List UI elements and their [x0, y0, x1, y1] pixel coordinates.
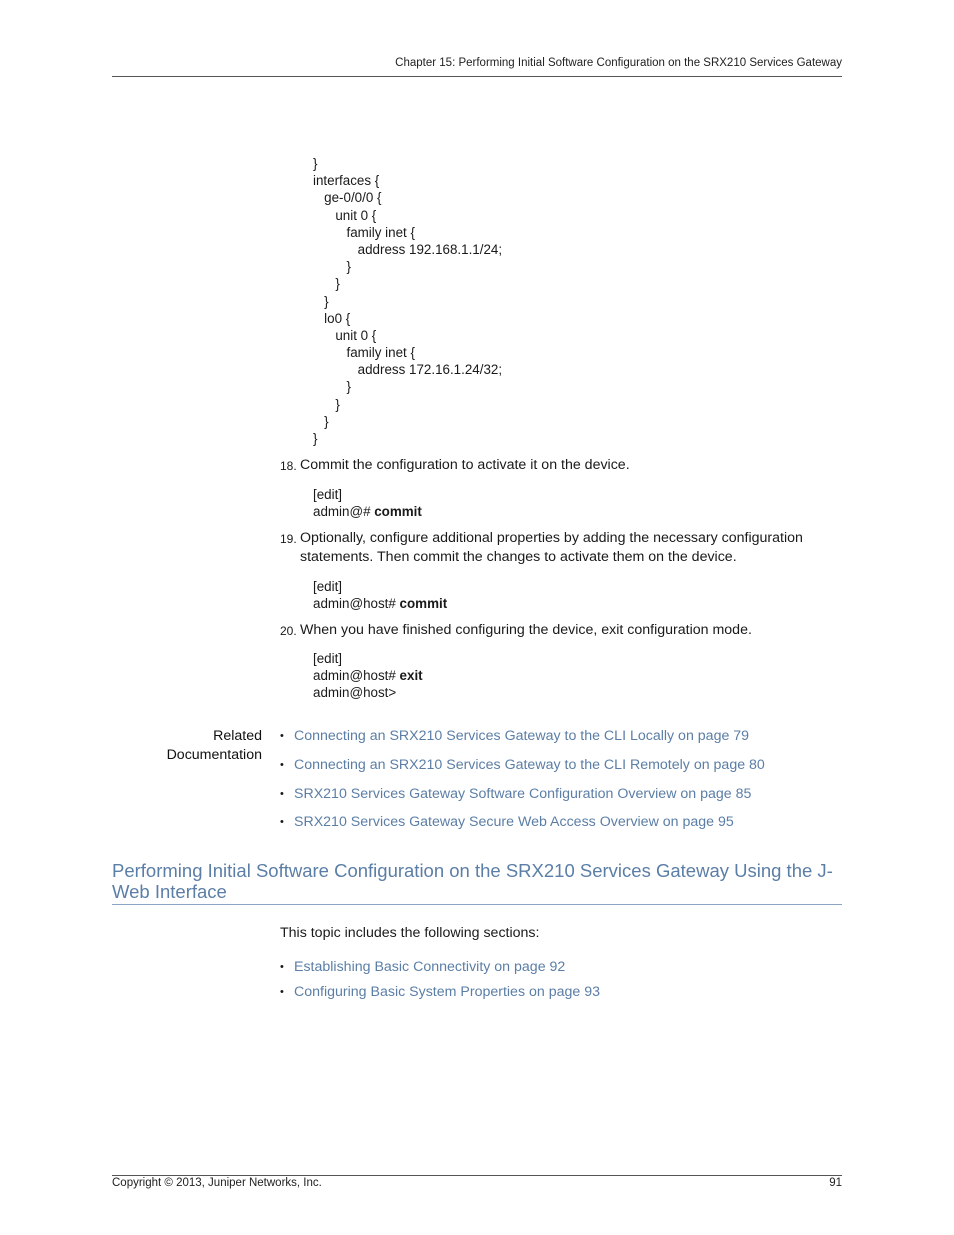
code-line: family inet { [313, 224, 415, 240]
command-line [313, 486, 422, 503]
code-line: interfaces { [313, 173, 380, 189]
step-text: When you have finished configuring the device, exit configuration mode. [300, 622, 752, 638]
command-line [313, 595, 447, 612]
related-label-line: Related [213, 728, 262, 744]
command-line [313, 684, 423, 701]
step-18-command [313, 486, 422, 520]
link-text[interactable]: SRX210 Services Gateway Secure Web Access Overview on page 95 [294, 814, 734, 830]
step-19 [280, 529, 840, 567]
link-text[interactable]: SRX210 Services Gateway Software Configuration Overview on page 85 [294, 786, 752, 802]
section-link[interactable] [280, 958, 600, 977]
link-text[interactable]: Connecting an SRX210 Services Gateway to the CLI Locally on page 79 [294, 728, 750, 744]
code-line: } [313, 431, 318, 446]
step-20-command [313, 650, 423, 702]
command-line [313, 578, 447, 595]
step-number: 20. [280, 624, 297, 638]
code-line: } [313, 379, 351, 395]
command-prompt: admin@host> [313, 685, 397, 701]
footer-rule [112, 1175, 842, 1176]
command-line [313, 667, 423, 684]
code-line: ge-0/0/0 { [313, 190, 382, 206]
code-line: } [313, 413, 329, 429]
step-text: Commit the configuration to activate it on the device. [300, 457, 630, 473]
header-rule [112, 76, 842, 77]
running-header: Chapter 15: Performing Initial Software Configuration on the SRX210 Services Gateway [395, 57, 842, 69]
step-text: Optionally, configure additional properties by adding the necessary configuration statements. Then commit the changes to activate them on the device. [300, 530, 803, 565]
section-title-rule [112, 904, 842, 905]
related-documentation-label [130, 727, 262, 765]
section-intro: This topic includes the following sections: [280, 925, 540, 941]
command-prompt: admin@host# [313, 668, 400, 684]
related-link[interactable] [280, 785, 765, 804]
link-text[interactable]: Establishing Basic Connectivity on page 92 [294, 959, 566, 975]
section-title: Performing Initial Software Configuration on the SRX210 Services Gateway Using the J-Web Interface [112, 860, 833, 902]
code-line: } [313, 156, 318, 171]
command-prompt: admin@# [313, 504, 375, 520]
command-keyword: commit [399, 596, 448, 612]
code-line: } [313, 259, 351, 275]
command-line [313, 650, 423, 667]
step-18 [280, 456, 840, 475]
step-20 [280, 621, 840, 640]
bullet-icon: • [280, 986, 284, 998]
link-text[interactable]: Configuring Basic System Properties on page 93 [294, 984, 600, 1000]
command-keyword: exit [399, 668, 423, 684]
config-code-block [313, 155, 502, 447]
bullet-icon: • [280, 816, 284, 828]
code-line: } [313, 396, 340, 412]
code-line: address 192.168.1.1/24; [313, 241, 503, 257]
footer-copyright: Copyright © 2013, Juniper Networks, Inc. [112, 1177, 322, 1189]
code-line: unit 0 { [313, 207, 377, 223]
section-links-list [280, 958, 600, 1002]
command-prompt: [edit] [313, 651, 343, 666]
code-line: address 172.16.1.24/32; [313, 362, 503, 378]
section-link[interactable] [280, 983, 600, 1002]
code-line: } [313, 293, 329, 309]
command-line [313, 503, 422, 520]
link-text[interactable]: Connecting an SRX210 Services Gateway to the CLI Remotely on page 80 [294, 757, 765, 773]
related-link[interactable] [280, 756, 765, 775]
related-links-list [280, 727, 765, 832]
command-prompt: admin@host# [313, 596, 400, 612]
code-line: lo0 { [313, 310, 351, 326]
command-prompt: [edit] [313, 579, 343, 594]
step-number: 19. [280, 532, 297, 546]
step-19-command [313, 578, 447, 612]
bullet-icon: • [280, 759, 284, 771]
bullet-icon: • [280, 730, 284, 742]
bullet-icon: • [280, 961, 284, 973]
related-link[interactable] [280, 727, 765, 746]
related-link[interactable] [280, 813, 765, 832]
code-line: unit 0 { [313, 327, 377, 343]
command-prompt: [edit] [313, 487, 343, 502]
step-number: 18. [280, 459, 297, 473]
command-keyword: commit [374, 504, 422, 520]
related-label-line: Documentation [166, 747, 262, 763]
code-line: } [313, 276, 340, 292]
code-line: family inet { [313, 345, 415, 361]
page-number: 91 [829, 1177, 842, 1189]
bullet-icon: • [280, 788, 284, 800]
